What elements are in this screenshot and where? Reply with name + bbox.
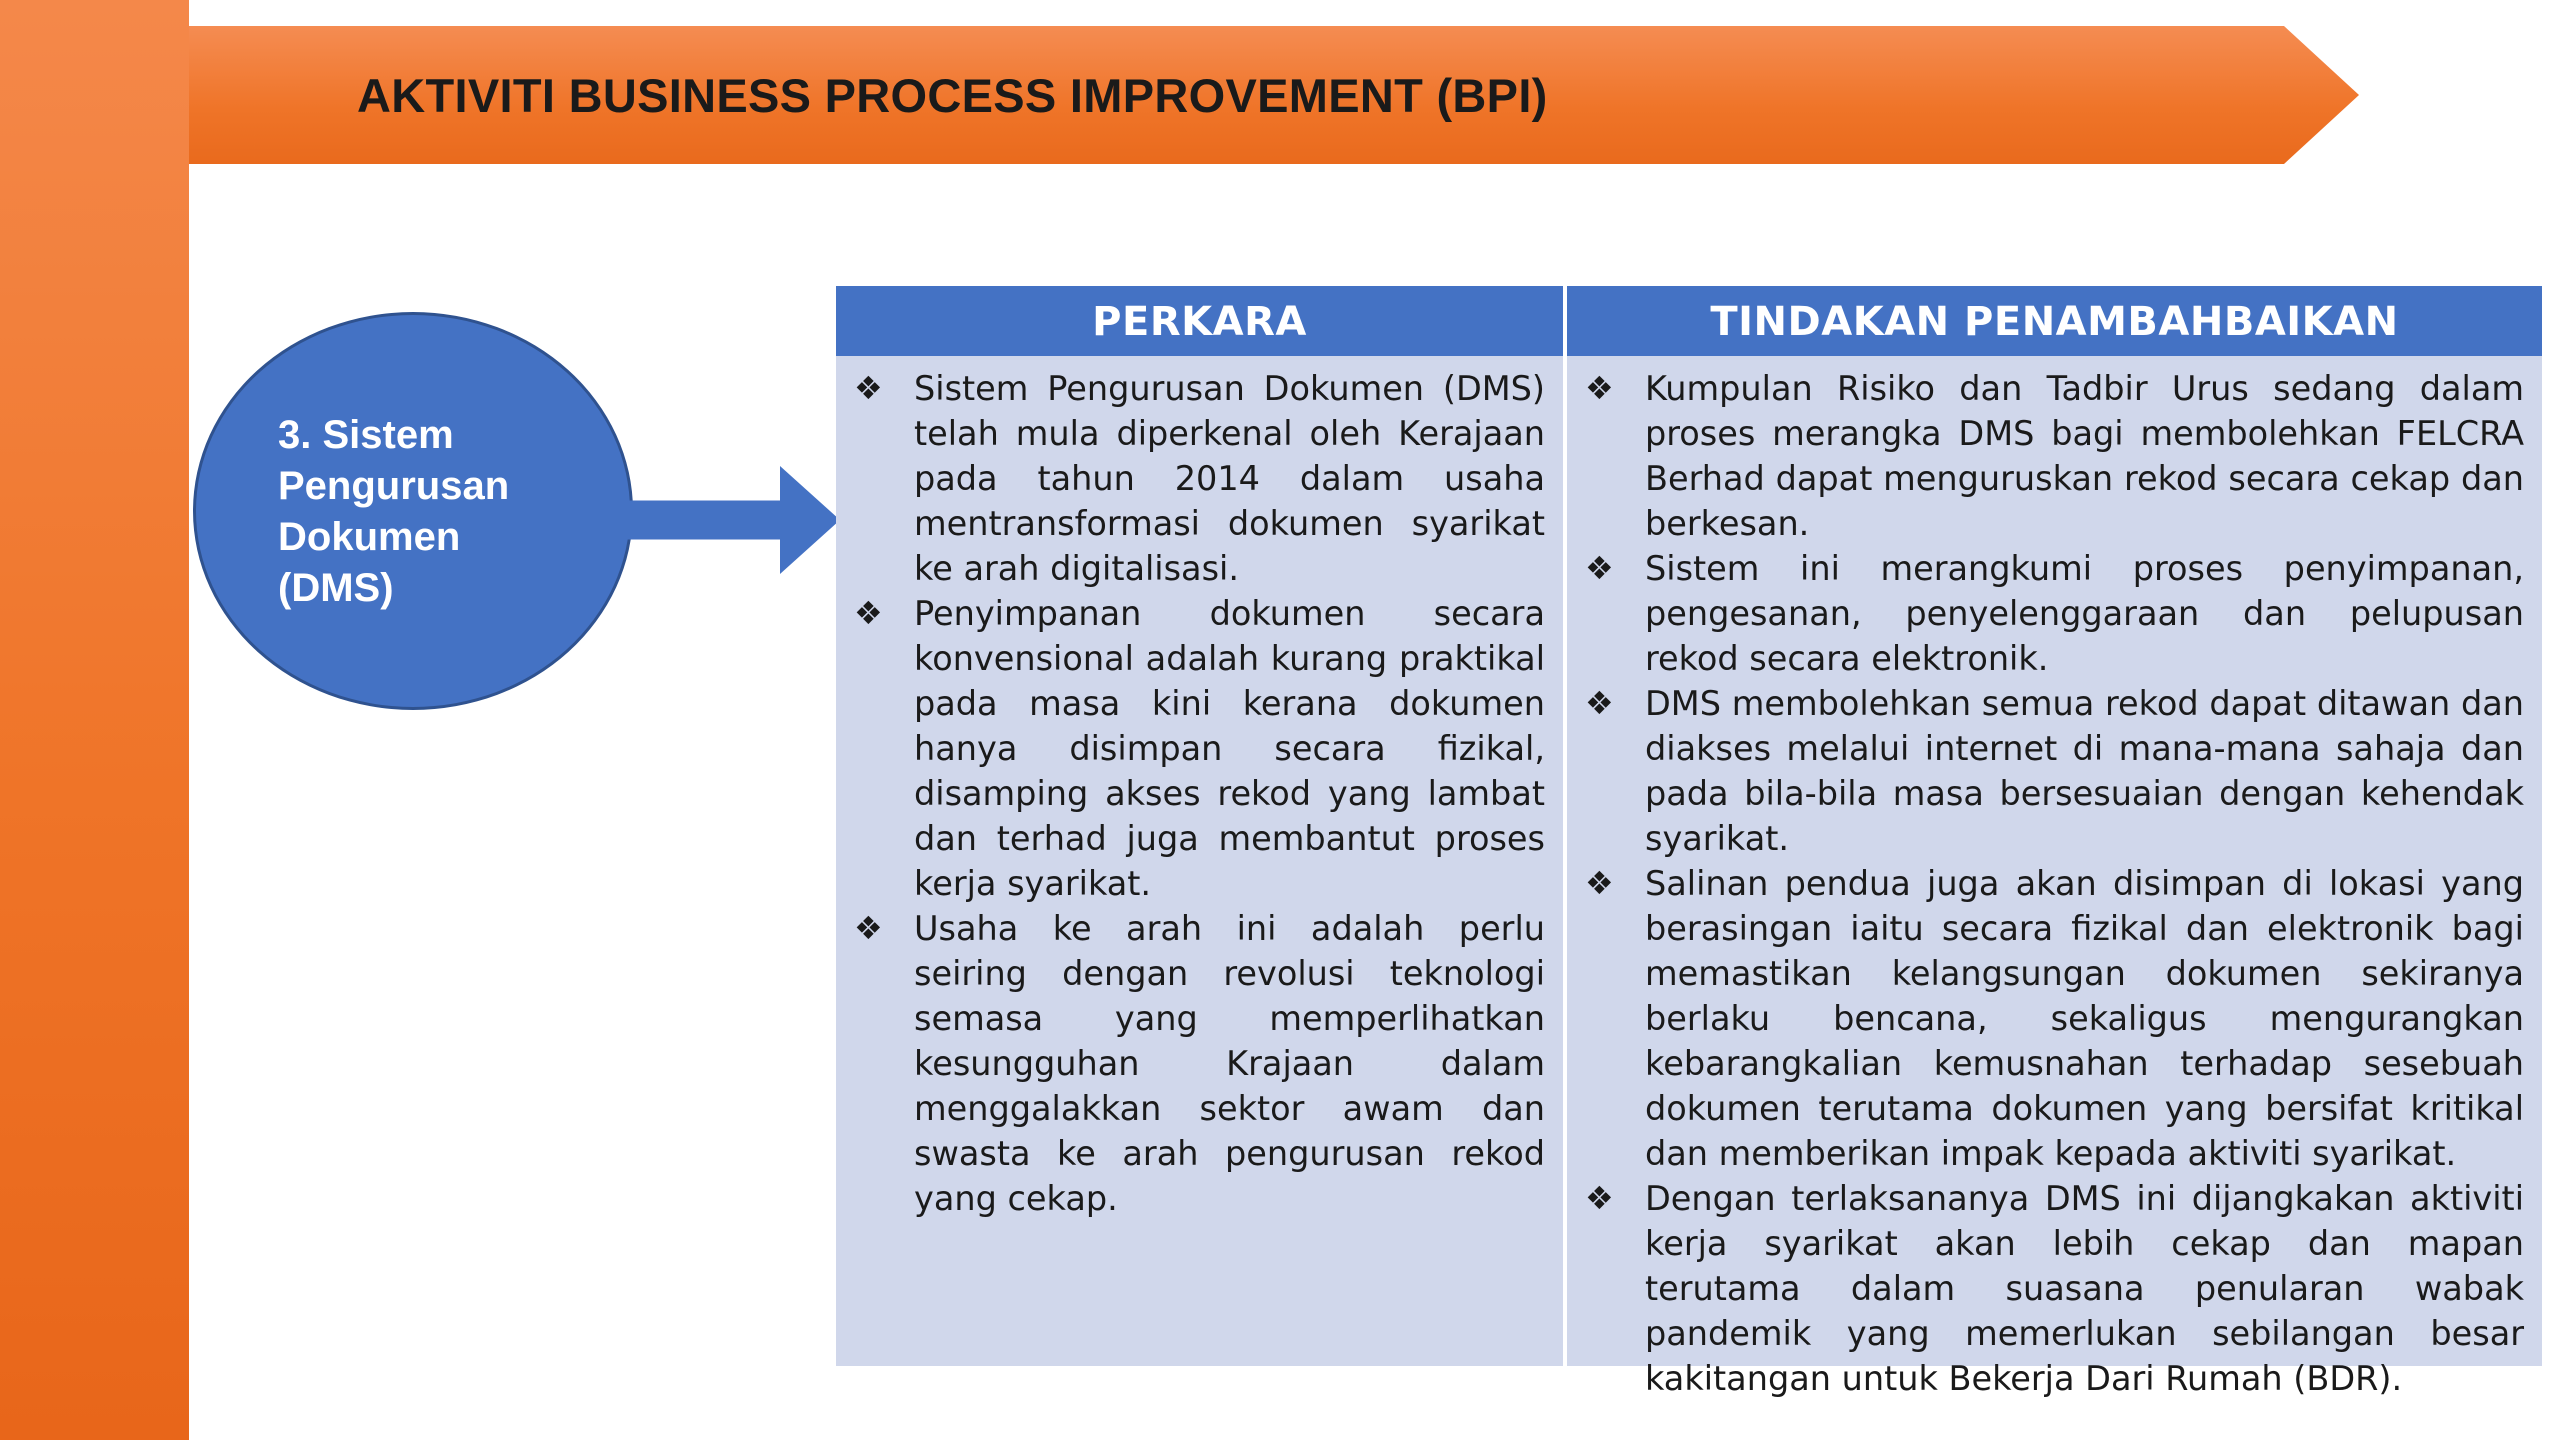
tindakan-header: TINDAKAN PENAMBAHBAIKAN [1567,286,2542,356]
list-item [1585,861,2524,1176]
list-item [1585,546,2524,681]
topic-label: 3. Sistem Pengurusan Dokumen (DMS) [278,413,510,610]
right-arrow-icon [610,466,840,574]
list-item [854,366,1545,591]
list-item-text: Sistem ini merangkumi proses penyimpanan, pengesanan, penyelenggaraan dan pelupusan rekod secara elektronik. [1645,549,2524,678]
list-item [1585,681,2524,861]
perkara-list [836,356,1563,1221]
list-item [1585,366,2524,546]
diamond-bullet-icon: ❖ [1585,369,1614,407]
content-table [836,286,2542,1398]
list-item-text: Penyimpanan dokumen secara konvensional adalah kurang praktikal pada masa kini kerana dokumen hanya disimpan secara fizikal, disamping akses rekod yang lambat dan terhad juga membantut proses kerja syarikat. [914,594,1545,903]
tindakan-list [1567,356,2542,1401]
diamond-bullet-icon: ❖ [1585,684,1614,722]
tindakan-column [1567,286,2542,1398]
list-item-text: DMS membolehkan semua rekod dapat ditawan dan diakses melalui internet di mana-mana sahaja dan pada bila-bila masa bersesuaian dengan kehendak syarikat. [1645,684,2524,858]
list-item-text: Sistem Pengurusan Dokumen (DMS) telah mula diperkenal oleh Kerajaan pada tahun 2014 dalam usaha mentransformasi dokumen syarikat ke arah digitalisasi. [914,369,1545,588]
slide-title: AKTIVITI BUSINESS PROCESS IMPROVEMENT (BPI) [357,69,1548,122]
perkara-header: PERKARA [836,286,1563,356]
side-accent-bar [0,0,189,1440]
diamond-bullet-icon: ❖ [1585,1179,1614,1217]
perkara-column [836,286,1563,1366]
list-item [854,591,1545,906]
diamond-bullet-icon: ❖ [1585,864,1614,902]
list-item-text: Kumpulan Risiko dan Tadbir Urus sedang dalam proses merangka DMS bagi membolehkan FELCRA Berhad dapat menguruskan rekod secara cekap dan berkesan. [1645,369,2524,543]
list-item-text: Usaha ke arah ini adalah perlu seiring dengan revolusi teknologi semasa yang memperlihatkan kesungguhan Krajaan dalam menggalakkan sektor awam dan swasta ke arah pengurusan rekod yang cekap. [914,909,1545,1218]
diamond-bullet-icon: ❖ [1585,549,1614,587]
list-item [1585,1176,2524,1401]
diamond-bullet-icon: ❖ [854,369,883,407]
list-item-text: Dengan terlaksananya DMS ini dijangkakan aktiviti kerja syarikat akan lebih cekap dan mapan terutama dalam suasana penularan wabak pandemik yang memerlukan sebilangan besar kakitangan untuk Bekerja Dari Rumah (BDR). [1645,1179,2524,1398]
list-item [854,906,1545,1221]
diamond-bullet-icon: ❖ [854,594,883,632]
diamond-bullet-icon: ❖ [854,909,883,947]
list-item-text: Salinan pendua juga akan disimpan di lokasi yang berasingan iaitu secara fizikal dan elektronik bagi memastikan kelangsungan dokumen sekiranya berlaku bencana, sekaligus mengurangkan kebarangkalian kemusnahan terhadap sesebuah dokumen terutama dokumen yang bersifat kritikal dan memberikan impak kepada aktiviti syarikat. [1645,864,2524,1173]
